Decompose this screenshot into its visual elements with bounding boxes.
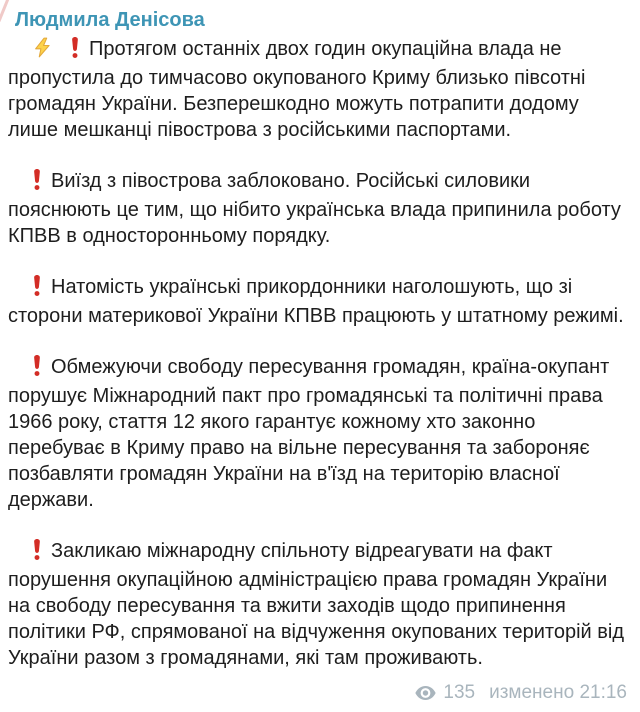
paragraph-text: Натомість українські прикордонники наголошують, що зі сторони материкової України КПВВ працюють у штатному режимі. xyxy=(8,276,624,327)
message-paragraph xyxy=(8,538,628,671)
message-paragraph xyxy=(8,36,628,143)
message-paragraph xyxy=(8,168,628,249)
edited-timestamp: изменено 21:16 xyxy=(489,682,627,703)
paragraph-text: Обмежуючи свободу пересування громадян, країна-окупант порушує Міжнародний пакт про громадянські та політичні права 1966 року, стаття 12 якого гарантує кожному хто законно перебуває в Криму право на вільне пересування та забороняє позбавляти громадян України на в'їзд на територію власної держави. xyxy=(8,356,610,511)
message-paragraph xyxy=(8,354,628,513)
sender-name[interactable]: Людмила Денісова xyxy=(15,9,205,31)
paragraph-text: Виїзд з півострова заблоковано. Російські силовики пояснюють це тим, що нібито українська влада припинила роботу КПВВ в односторонньому порядку. xyxy=(8,170,621,247)
paragraph-text: Протягом останніх двох годин окупаційна влада не пропустила до тимчасово окупованого Криму близько півсотні громадян України. Безперешкодно можуть потрапити додому лише мешканці півострова з російськими паспортами. xyxy=(8,38,586,141)
views-count: 135 xyxy=(443,682,476,703)
message-meta xyxy=(415,683,627,703)
lightning-icon xyxy=(20,37,53,65)
paragraph-text: Закликаю міжнародну спільноту відреагувати на факт порушення окупаційною адміністрацією права громадян України на свободу пересування та вжити заходів щодо припинення політики РФ, спрямованої на відчуження окупованих територій від України разом з громадянами, які там проживають. xyxy=(8,540,624,669)
exclamation-icon xyxy=(58,37,80,65)
message-paragraph xyxy=(8,274,628,329)
exclamation-icon xyxy=(20,169,42,197)
exclamation-icon xyxy=(20,539,42,567)
exclamation-icon xyxy=(20,355,42,383)
eye-icon xyxy=(415,686,436,700)
exclamation-icon xyxy=(20,275,42,303)
message-body xyxy=(0,33,640,671)
